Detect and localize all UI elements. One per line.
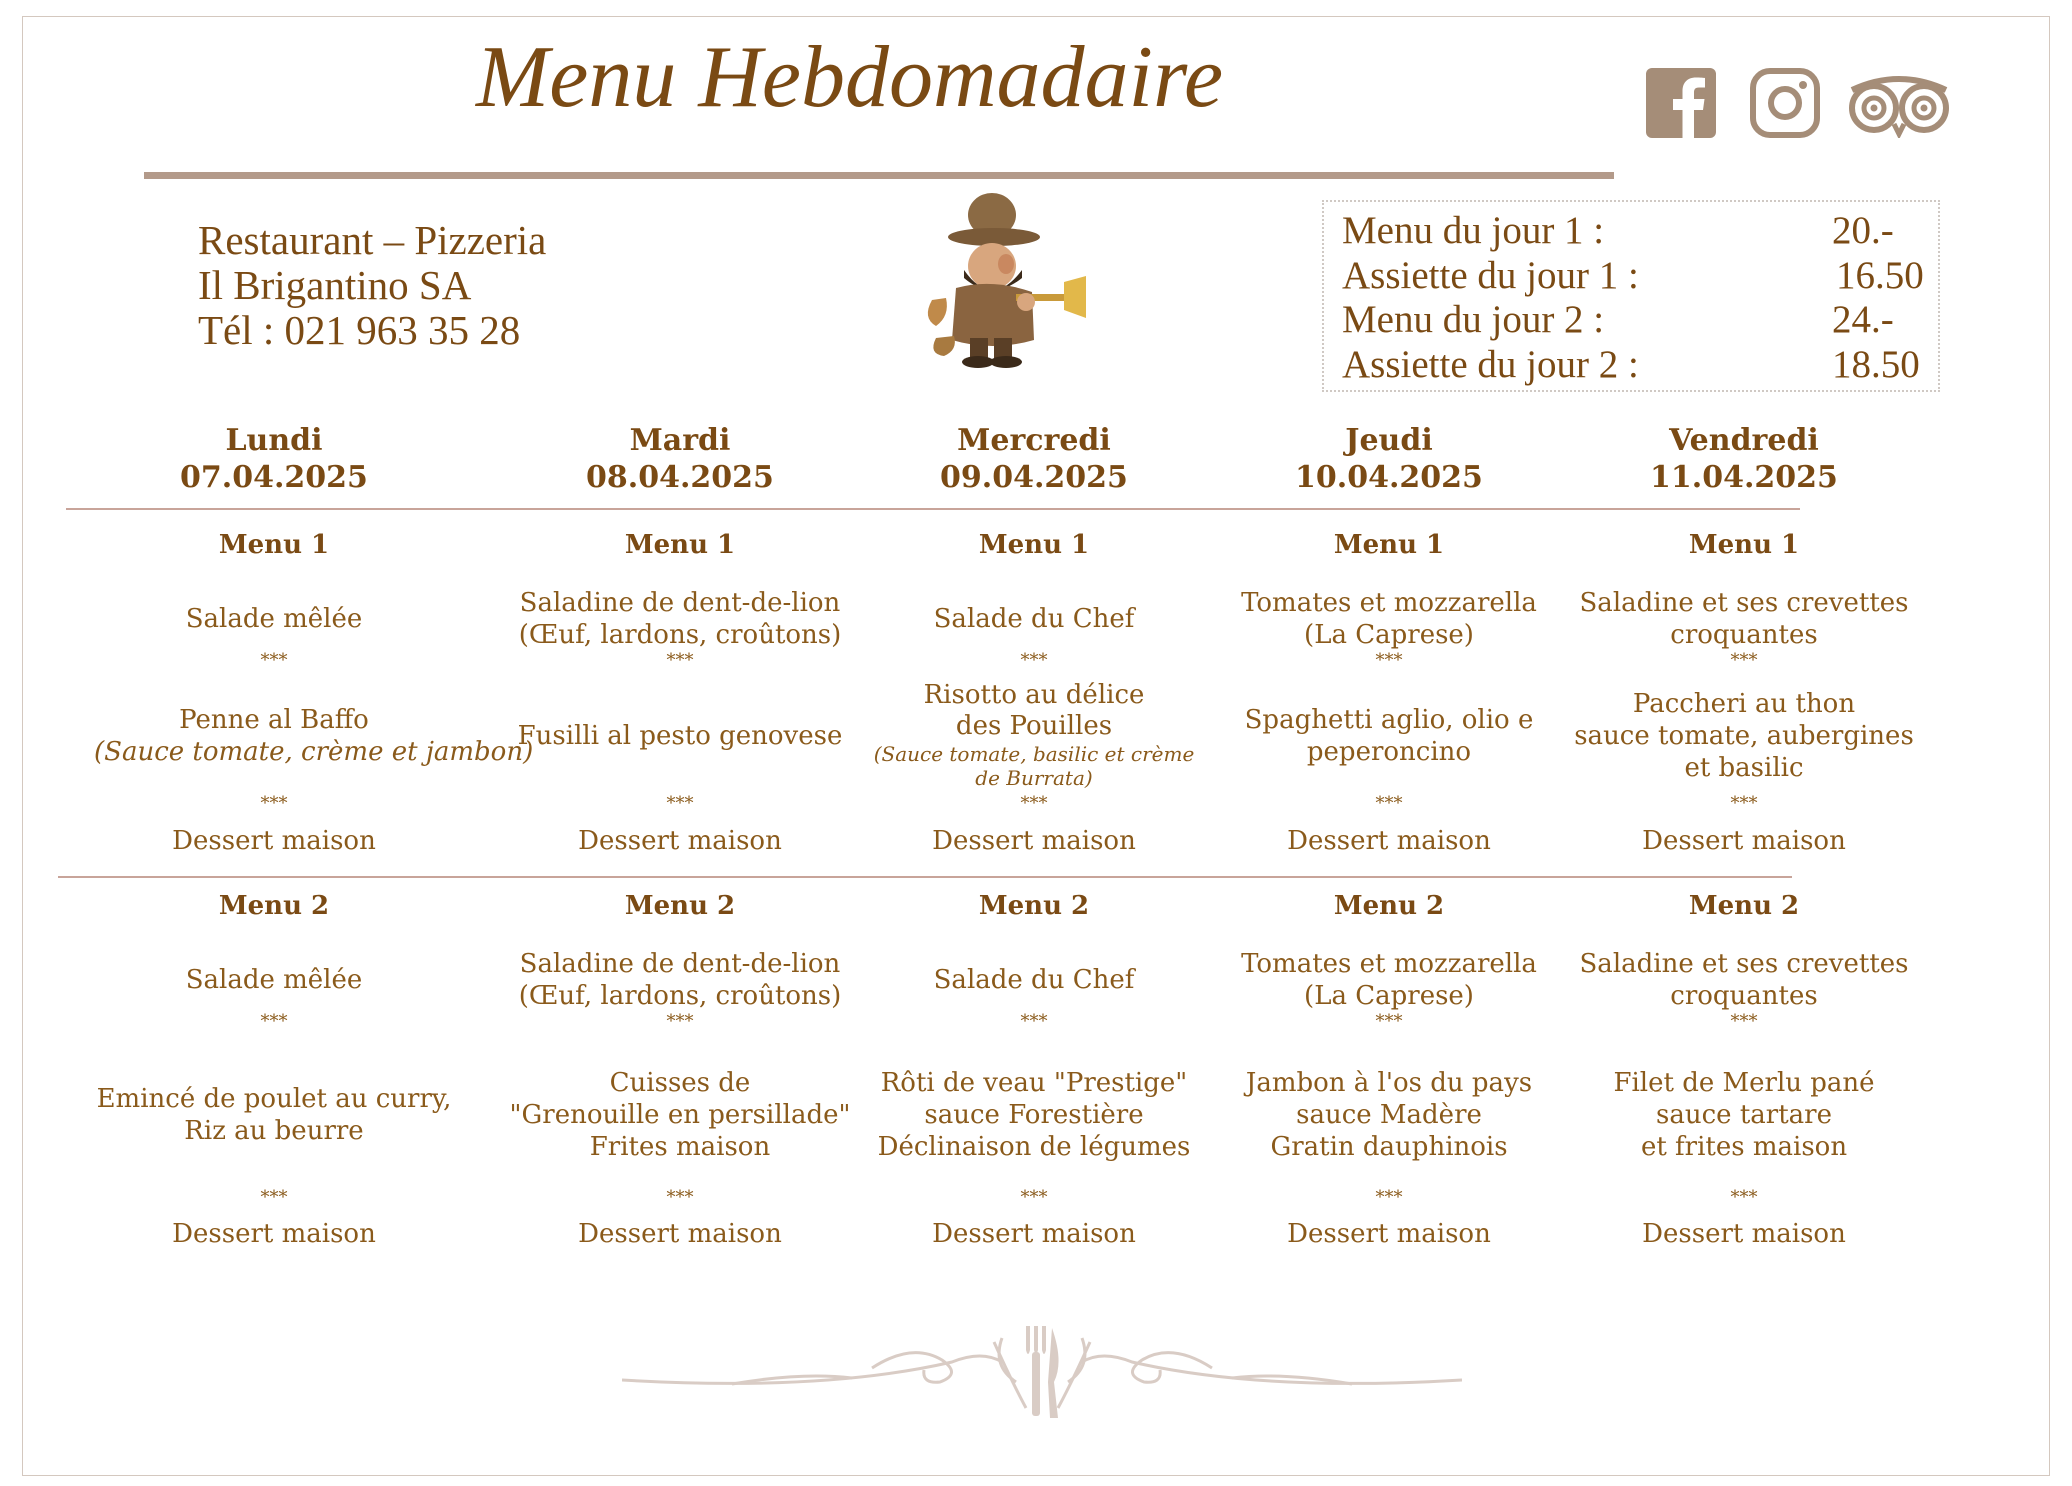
price-value: 24.-: [1832, 298, 1894, 341]
menu2-title: Menu 2: [624, 891, 736, 921]
restaurant-phone: Tél : 021 963 35 28: [198, 307, 521, 353]
menu1-main: Spaghetti aglio, olio e: [1244, 705, 1534, 735]
menu2-main: Rôti de veau "Prestige": [880, 1068, 1188, 1098]
menu2-main: Gratin dauphinois: [1270, 1132, 1508, 1162]
menu1-main: sauce tomate, aubergines: [1574, 721, 1914, 751]
day-column-mardi: [500, 0, 860, 1300]
menu2-main: et frites maison: [1640, 1132, 1848, 1162]
price-label: Menu du jour 2 :: [1342, 298, 1605, 341]
menu1-title: Menu 1: [218, 530, 330, 560]
separator: ***: [666, 650, 694, 671]
menu2-main: Cuisses de: [609, 1068, 751, 1098]
day-date: 08.04.2025: [586, 460, 774, 495]
menu1-main: et basilic: [1684, 753, 1804, 783]
menu1-starter: (La Caprese): [1304, 620, 1474, 650]
separator: ***: [1375, 650, 1403, 671]
separator: ***: [666, 1187, 694, 1208]
day-name: Mardi: [629, 423, 731, 458]
menu1-main: Risotto au délice: [923, 680, 1145, 710]
day-name: Jeudi: [1345, 423, 1433, 458]
price-value: 16.50: [1836, 254, 1924, 297]
separator: ***: [1020, 1011, 1048, 1032]
menu2-starter: (La Caprese): [1304, 981, 1474, 1011]
separator: ***: [666, 1011, 694, 1032]
day-column-vendredi: [1564, 0, 1924, 1300]
separator: ***: [1375, 793, 1403, 814]
menu1-starter: Saladine de dent-de-lion: [519, 588, 841, 618]
price-label: Assiette du jour 2 :: [1342, 343, 1639, 386]
price-label: Assiette du jour 1 :: [1342, 254, 1639, 297]
menu2-main: sauce tartare: [1656, 1100, 1832, 1130]
price-label: Menu du jour 1 :: [1342, 209, 1605, 252]
menu1-main-note: de Burrata): [975, 766, 1093, 790]
menu1-dessert: Dessert maison: [578, 826, 782, 856]
menu2-dessert: Dessert maison: [1642, 1219, 1846, 1249]
menu2-starter: Saladine et ses crevettes: [1579, 949, 1909, 979]
menu1-starter: Saladine et ses crevettes: [1579, 588, 1909, 618]
menu1-main-note: (Sauce tomate, basilic et crème: [873, 742, 1195, 766]
menu1-starter: Salade du Chef: [933, 604, 1135, 634]
menu1-main: Penne al Baffo: [179, 705, 369, 735]
day-date: 07.04.2025: [180, 460, 368, 495]
menu2-starter: (Œuf, lardons, croûtons): [518, 981, 842, 1011]
menu2-main: Déclinaison de légumes: [877, 1132, 1191, 1162]
menu2-dessert: Dessert maison: [932, 1219, 1136, 1249]
menu2-main: Jambon à l'os du pays: [1245, 1068, 1533, 1098]
menu2-starter: Tomates et mozzarella: [1241, 949, 1537, 979]
menu1-title: Menu 1: [978, 530, 1090, 560]
menu1-title: Menu 1: [624, 530, 736, 560]
separator: ***: [1020, 793, 1048, 814]
menu2-dessert: Dessert maison: [172, 1219, 376, 1249]
menu1-dessert: Dessert maison: [172, 826, 376, 856]
price-value: 18.50: [1832, 343, 1920, 386]
separator: ***: [260, 1187, 288, 1208]
separator: ***: [1375, 1011, 1403, 1032]
menu2-dessert: Dessert maison: [1287, 1219, 1491, 1249]
menu1-title: Menu 1: [1333, 530, 1445, 560]
menu2-starter: Salade du Chef: [933, 965, 1135, 995]
day-name: Lundi: [225, 423, 323, 458]
separator: ***: [1020, 650, 1048, 671]
separator: ***: [1020, 1187, 1048, 1208]
restaurant-name: Il Brigantino SA: [198, 262, 472, 308]
cutlery-flourish-ornament: [622, 1322, 1462, 1422]
menu1-starter: Tomates et mozzarella: [1241, 588, 1537, 618]
menu2-main: Emincé de poulet au curry,: [96, 1084, 452, 1114]
menu1-starter: (Œuf, lardons, croûtons): [518, 620, 842, 650]
menu2-starter: croquantes: [1670, 981, 1818, 1011]
menu1-dessert: Dessert maison: [1642, 826, 1846, 856]
menu2-main: sauce Madère: [1296, 1100, 1482, 1130]
separator: ***: [1730, 650, 1758, 671]
day-name: Mercredi: [957, 423, 1111, 458]
menu2-title: Menu 2: [978, 891, 1090, 921]
menu1-main-note: (Sauce tomate, crème et jambon): [94, 737, 534, 767]
menu1-main: Fusilli al pesto genovese: [517, 721, 843, 751]
menu2-title: Menu 2: [1333, 891, 1445, 921]
separator: ***: [260, 1011, 288, 1032]
day-date: 10.04.2025: [1295, 460, 1483, 495]
menu1-title: Menu 1: [1688, 530, 1800, 560]
menu1-main: peperoncino: [1306, 737, 1472, 767]
menu2-title: Menu 2: [1688, 891, 1800, 921]
menu2-starter: Salade mêlée: [185, 965, 363, 995]
day-date: 09.04.2025: [940, 460, 1128, 495]
separator: ***: [1730, 793, 1758, 814]
menu2-dessert: Dessert maison: [578, 1219, 782, 1249]
menu2-title: Menu 2: [218, 891, 330, 921]
separator: ***: [1730, 1187, 1758, 1208]
menu1-main: Paccheri au thon: [1632, 689, 1856, 719]
menu1-starter: croquantes: [1670, 620, 1818, 650]
day-name: Vendredi: [1669, 423, 1819, 458]
menu2-main: sauce Forestière: [924, 1100, 1144, 1130]
menu1-dessert: Dessert maison: [1287, 826, 1491, 856]
day-column-lundi: [94, 0, 534, 1300]
menu2-main: Riz au beurre: [184, 1116, 364, 1146]
separator: ***: [1375, 1187, 1403, 1208]
menu1-starter: Salade mêlée: [185, 604, 363, 634]
separator: ***: [260, 793, 288, 814]
menu2-main: Frites maison: [589, 1132, 771, 1162]
separator: ***: [666, 793, 694, 814]
menu1-main: des Pouilles: [955, 711, 1113, 741]
separator: ***: [260, 650, 288, 671]
menu1-dessert: Dessert maison: [932, 826, 1136, 856]
restaurant-type: Restaurant – Pizzeria: [198, 217, 547, 263]
separator: ***: [1730, 1011, 1758, 1032]
page-title: Menu Hebdomadaire: [476, 29, 1224, 126]
price-value: 20.-: [1832, 209, 1894, 252]
day-column-mercredi: [854, 0, 1214, 1300]
menu2-main: Filet de Merlu pané: [1613, 1068, 1875, 1098]
menu2-main: "Grenouille en persillade": [509, 1100, 851, 1130]
day-column-jeudi: [1209, 0, 1569, 1300]
day-date: 11.04.2025: [1650, 460, 1838, 495]
menu2-starter: Saladine de dent-de-lion: [519, 949, 841, 979]
